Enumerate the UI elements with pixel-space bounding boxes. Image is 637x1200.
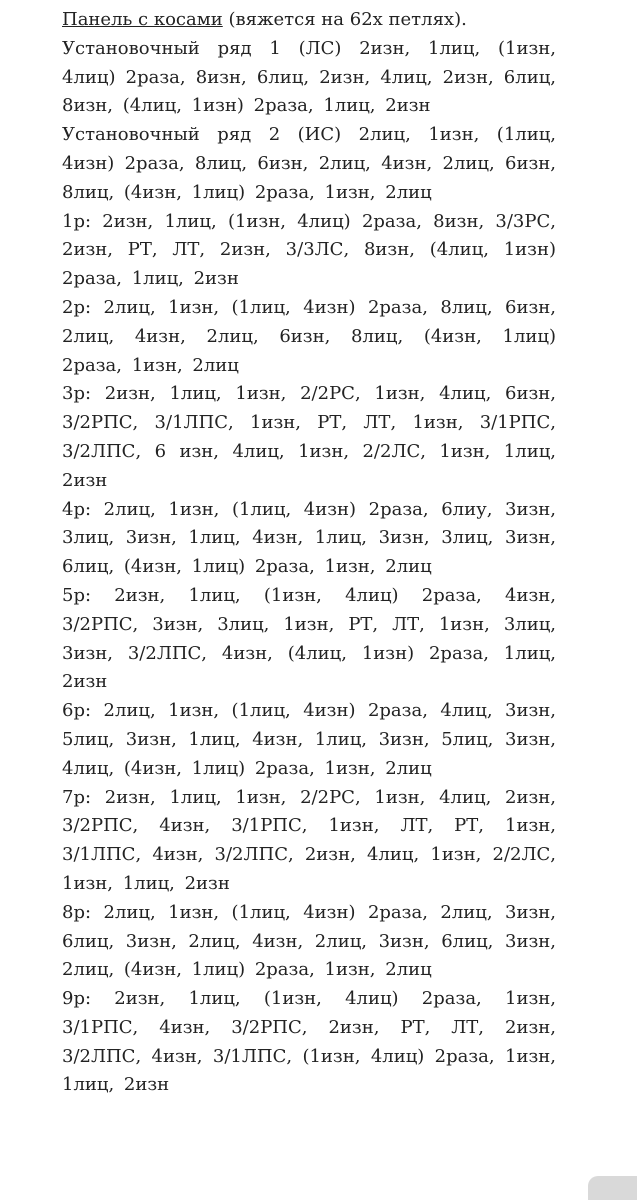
setup-row-2: Установочный ряд 2 (ИС) 2лиц, 1изн, (1лиц, 4изн) 2раза, 8лиц, 6изн, 2лиц, 4изн, 2лиц, 6изн, 8лиц, (4изн, 1лиц) 2раза, 1изн, 2лиц [62,124,556,203]
row-4: 4р: 2лиц, 1изн, (1лиц, 4изн) 2раза, 6лиу, 3изн, 3лиц, 3изн, 1лиц, 4изн, 1лиц, 3изн, 3лиц, 3изн, 6лиц, (4изн, 1лиц) 2раза, 1изн, 2лиц [62,498,556,578]
row-3: 3р: 2изн, 1лиц, 1изн, 2/2РС, 1изн, 4лиц, 6изн, 3/2РПС, 3/1ЛПС, 1изн, РТ, ЛТ, 1изн, 3/1РПС, 3/2ЛПС, 6 изн, 4лиц, 1изн, 2/2ЛС, 1изн, 1лиц, 2изн [62,383,556,491]
pattern-heading [62,6,556,35]
pattern-title-suffix: (вяжется на 62х петлях). [222,9,467,30]
corner-overlay [588,1176,637,1200]
pattern-title: Панель с косами [62,9,223,30]
bottom-edge [0,1186,637,1200]
knitting-pattern-text [62,6,556,1100]
setup-row-1: Установочный ряд 1 (ЛС) 2изн, 1лиц, (1изн, 4лиц) 2раза, 8изн, 6лиц, 2изн, 4лиц, 2изн, 6лиц, 8изн, (4лиц, 1изн) 2раза, 1лиц, 2изн [62,37,556,117]
row-6: 6р: 2лиц, 1изн, (1лиц, 4изн) 2раза, 4лиц, 3изн, 5лиц, 3изн, 1лиц, 4изн, 1лиц, 3изн, 5лиц, 3изн, 4лиц, (4изн, 1лиц) 2раза, 1изн, 2лиц [62,700,556,779]
row-7: 7р: 2изн, 1лиц, 1изн, 2/2РС, 1изн, 4лиц, 2изн, 3/2РПС, 4изн, 3/1РПС, 1изн, ЛТ, РТ, 1изн, 3/1ЛПС, 4изн, 3/2ЛПС, 2изн, 4лиц, 1изн, 2/2ЛС, 1изн, 1лиц, 2изн [62,786,556,894]
row-9: 9р: 2изн, 1лиц, (1изн, 4лиц) 2раза, 1изн, 3/1РПС, 4изн, 3/2РПС, 2изн, РТ, ЛТ, 2изн, 3/2ЛПС, 4изн, 3/1ЛПС, (1изн, 4лиц) 2раза, 1изн, 1лиц, 2изн [62,988,556,1096]
row-8: 8р: 2лиц, 1изн, (1лиц, 4изн) 2раза, 2лиц, 3изн, 6лиц, 3изн, 2лиц, 4изн, 2лиц, 3изн, 6лиц, 3изн, 2лиц, (4изн, 1лиц) 2раза, 1изн, 2лиц [62,901,556,981]
row-1: 1р: 2изн, 1лиц, (1изн, 4лиц) 2раза, 8изн, 3/3РС, 2изн, РТ, ЛТ, 2изн, 3/3ЛС, 8изн, (4лиц, 1изн) 2раза, 1лиц, 2изн [62,210,556,290]
row-2: 2р: 2лиц, 1изн, (1лиц, 4изн) 2раза, 8лиц, 6изн, 2лиц, 4изн, 2лиц, 6изн, 8лиц, (4изн, 1лиц) 2раза, 1изн, 2лиц [62,296,556,376]
row-5: 5р: 2изн, 1лиц, (1изн, 4лиц) 2раза, 4изн, 3/2РПС, 3изн, 3лиц, 1изн, РТ, ЛТ, 1изн, 3лиц, 3изн, 3/2ЛПС, 4изн, (4лиц, 1изн) 2раза, 1лиц, 2изн [62,584,556,693]
